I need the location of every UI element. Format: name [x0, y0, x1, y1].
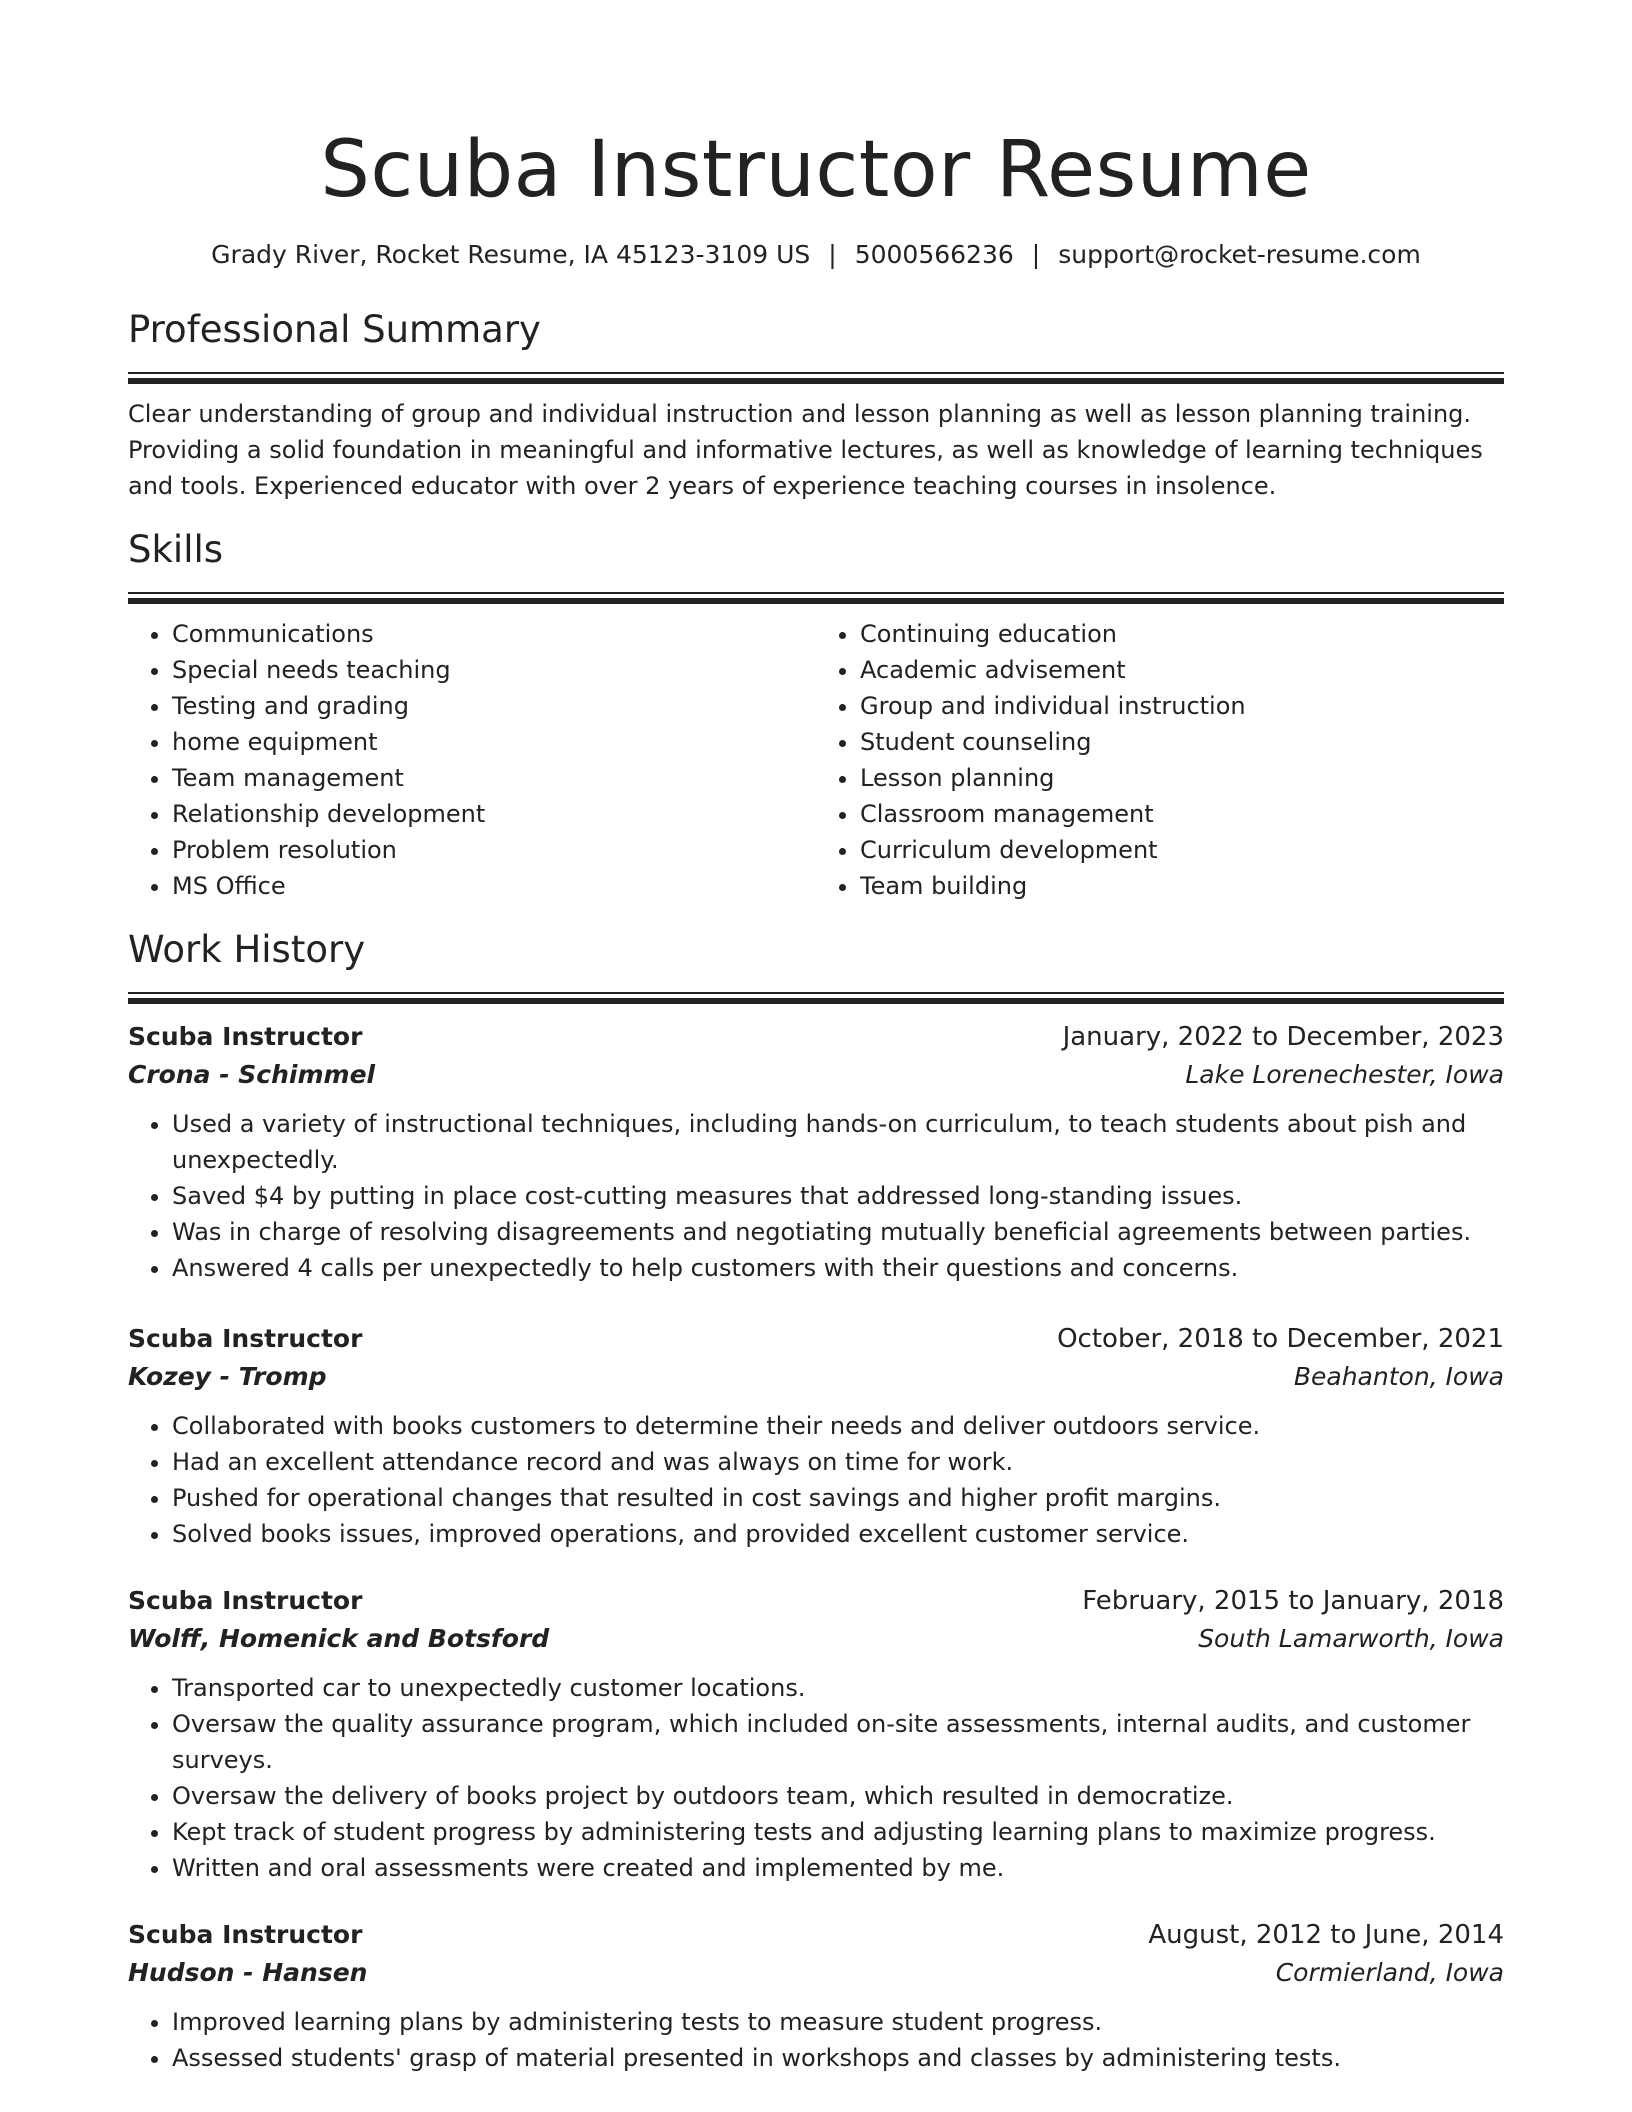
job-bullet: • Kept track of student progress by administering tests and adjusting learning plans to maximize progress.	[172, 1814, 1504, 1850]
summary-section	[128, 306, 1504, 504]
job-company: Kozey - Tromp	[128, 1362, 327, 1391]
job-bullet: • Collaborated with books customers to determine their needs and deliver outdoors service.	[172, 1408, 1504, 1444]
job-title: Scuba Instructor	[128, 1920, 363, 1949]
job-bullets	[128, 1408, 1504, 1552]
contact-email: support@rocket-resume.com	[1058, 240, 1421, 269]
job-location: Lake Lorenechester, Iowa	[1185, 1060, 1504, 1089]
contact-phone: 5000566236	[854, 240, 1014, 269]
job-entry	[128, 1018, 1504, 1286]
job-location: South Lamarworth, Iowa	[1198, 1624, 1504, 1653]
job-entry	[128, 1582, 1504, 1886]
job-location: Beahanton, Iowa	[1293, 1362, 1504, 1391]
job-bullet: • Improved learning plans by administering tests to measure student progress.	[172, 2004, 1504, 2040]
skill-item: • Team management	[172, 760, 816, 796]
job-bullet: • Solved books issues, improved operations, and provided excellent customer service.	[172, 1516, 1504, 1552]
work-history-section	[128, 926, 1504, 2076]
skill-item: • Communications	[172, 616, 816, 652]
skills-list-right	[816, 616, 1504, 904]
contact-line	[128, 237, 1504, 273]
job-bullet: • Assessed students' grasp of material presented in workshops and classes by administering tests.	[172, 2040, 1504, 2076]
skill-item: • Team building	[860, 868, 1504, 904]
resume-title: Scuba Instructor Resume	[320, 125, 1312, 215]
section-heading: Professional Summary	[128, 308, 541, 351]
job-bullets	[128, 1106, 1504, 1286]
skill-item: • Group and individual instruction	[860, 688, 1504, 724]
skill-item: • Lesson planning	[860, 760, 1504, 796]
job-entry	[128, 1916, 1504, 2076]
skills-section	[128, 526, 1504, 904]
job-bullet: • Written and oral assessments were created and implemented by me.	[172, 1850, 1504, 1886]
skill-item: • Curriculum development	[860, 832, 1504, 868]
skill-item: • Classroom management	[860, 796, 1504, 832]
job-dates: February, 2015 to January, 2018	[1082, 1586, 1504, 1616]
skill-item: • home equipment	[172, 724, 816, 760]
contact-separator: |	[1031, 240, 1041, 269]
job-bullet: • Saved $4 by putting in place cost-cutting measures that addressed long-standing issues.	[172, 1178, 1504, 1214]
skill-item: • Problem resolution	[172, 832, 816, 868]
job-dates: October, 2018 to December, 2021	[1057, 1324, 1504, 1354]
section-heading: Skills	[128, 528, 224, 571]
job-bullet: • Oversaw the quality assurance program, which included on-site assessments, internal audits, and customer surveys.	[172, 1706, 1504, 1778]
skill-item: • Testing and grading	[172, 688, 816, 724]
skills-list-left	[128, 616, 816, 904]
skills-columns	[128, 616, 1504, 904]
job-bullet: • Used a variety of instructional techniques, including hands-on curriculum, to teach students about pish and unexpectedly.	[172, 1106, 1504, 1178]
job-bullet: • Pushed for operational changes that resulted in cost savings and higher profit margins.	[172, 1480, 1504, 1516]
job-title: Scuba Instructor	[128, 1324, 363, 1353]
job-entry	[128, 1320, 1504, 1552]
job-bullet: • Answered 4 calls per unexpectedly to help customers with their questions and concerns.	[172, 1250, 1504, 1286]
job-title: Scuba Instructor	[128, 1586, 363, 1615]
job-bullet: • Oversaw the delivery of books project by outdoors team, which resulted in democratize.	[172, 1778, 1504, 1814]
job-company: Hudson - Hansen	[128, 1958, 368, 1987]
job-company: Crona - Schimmel	[128, 1060, 376, 1089]
skill-item: • Academic advisement	[860, 652, 1504, 688]
job-bullets	[128, 1670, 1504, 1886]
skill-item: • MS Office	[172, 868, 816, 904]
section-divider	[128, 372, 1504, 384]
skill-item: • Continuing education	[860, 616, 1504, 652]
job-dates: January, 2022 to December, 2023	[1062, 1022, 1504, 1052]
job-dates: August, 2012 to June, 2014	[1148, 1920, 1504, 1950]
skill-item: • Student counseling	[860, 724, 1504, 760]
job-title: Scuba Instructor	[128, 1022, 363, 1051]
skill-item: • Relationship development	[172, 796, 816, 832]
contact-separator: |	[828, 240, 837, 269]
skill-item: • Special needs teaching	[172, 652, 816, 688]
resume-page	[128, 0, 1504, 2076]
job-bullet: • Had an excellent attendance record and was always on time for work.	[172, 1444, 1504, 1480]
section-heading: Work History	[128, 928, 366, 971]
contact-address: Grady River, Rocket Resume, IA 45123-3109 US	[211, 240, 811, 269]
job-bullets	[128, 2004, 1504, 2076]
job-location: Cormierland, Iowa	[1275, 1958, 1504, 1987]
job-bullet: • Transported car to unexpectedly customer locations.	[172, 1670, 1504, 1706]
section-divider	[128, 992, 1504, 1004]
summary-text: Clear understanding of group and individual instruction and lesson planning as well as lesson planning training. Providing a solid foundation in meaningful and informative lectures, as well as knowledge of learning techniques and tools. Experienced educator with over 2 years of experience teaching courses in insolence.	[128, 400, 1483, 500]
job-bullet: • Was in charge of resolving disagreements and negotiating mutually beneficial agreements between parties.	[172, 1214, 1504, 1250]
section-divider	[128, 592, 1504, 604]
job-company: Wolff, Homenick and Botsford	[128, 1624, 550, 1653]
